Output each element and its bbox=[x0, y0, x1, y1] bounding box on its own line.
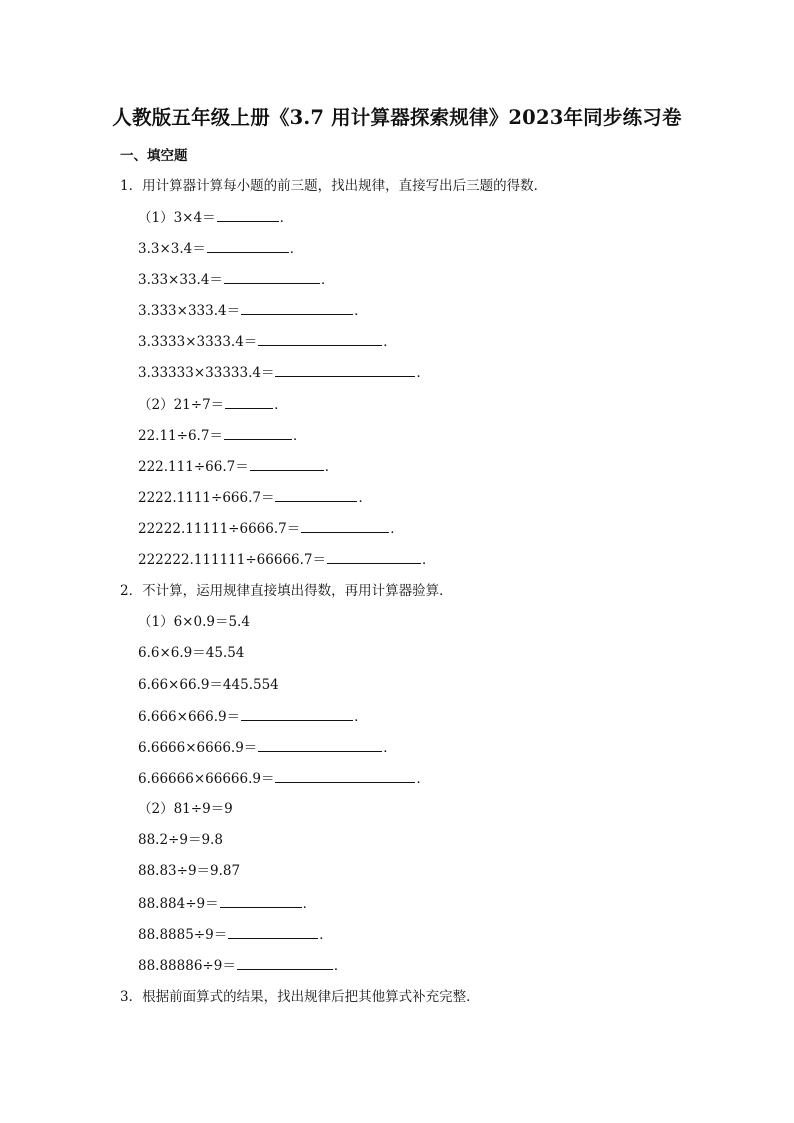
q2-p2-line-4: 88.884÷9＝ ． bbox=[138, 896, 317, 912]
answer-blank[interactable] bbox=[224, 426, 292, 440]
answer-blank[interactable] bbox=[258, 738, 382, 752]
q1-p1-line-5: 3.3333×3333.4＝ ． bbox=[138, 334, 397, 350]
question-3-stem: 3．根据前面算式的结果，找出规律后把其他算式补充完整． bbox=[120, 989, 480, 1005]
answer-blank[interactable] bbox=[275, 769, 415, 783]
q1-p2-line-6: 222222.111111÷66666.7＝ ． bbox=[138, 552, 436, 568]
q2-p2-line-6: 88.88886÷9＝ ． bbox=[138, 958, 348, 974]
answer-blank[interactable] bbox=[301, 519, 389, 533]
answer-blank[interactable] bbox=[258, 332, 382, 346]
q2-p1-line-5: 6.6666×6666.9＝ ． bbox=[138, 740, 397, 756]
q1-p2-line-5: 22222.11111÷6666.7＝ ． bbox=[138, 521, 404, 537]
answer-blank[interactable] bbox=[224, 270, 320, 284]
q1-p2-line-3: 222.111÷66.7＝ ． bbox=[138, 459, 339, 475]
page-title: 人教版五年级上册《3.7 用计算器探索规律》2023年同步练习卷 bbox=[112, 106, 682, 129]
answer-blank[interactable] bbox=[217, 208, 279, 222]
answer-blank[interactable] bbox=[250, 457, 324, 471]
answer-blank[interactable] bbox=[275, 488, 357, 502]
question-1-stem: 1．用计算器计算每小题的前三题，找出规律，直接写出后三题的得数． bbox=[120, 178, 548, 194]
q2-p2-line-1: （2）81÷9＝9 bbox=[138, 801, 233, 817]
answer-blank[interactable] bbox=[228, 925, 318, 939]
q1-p1-line-6: 3.33333×33333.4＝ ． bbox=[138, 365, 430, 381]
q2-p1-line-1: （1）6×0.9＝5.4 bbox=[138, 614, 250, 630]
q2-p1-line-2: 6.6×6.9＝45.54 bbox=[138, 645, 245, 661]
answer-blank[interactable] bbox=[275, 363, 415, 377]
q2-p1-line-4: 6.666×666.9＝ ． bbox=[138, 709, 368, 725]
q1-p2-line-4: 2222.1111÷666.7＝ ． bbox=[138, 490, 372, 506]
q2-p1-line-3: 6.66×66.9＝445.554 bbox=[138, 677, 279, 693]
answer-blank[interactable] bbox=[207, 239, 289, 253]
q1-p1-line-4: 3.333×333.4＝ ． bbox=[138, 303, 368, 319]
q1-p1-line-2: 3.3×3.4＝ ． bbox=[138, 241, 304, 257]
q1-p2-line-2: 22.11÷6.7＝ ． bbox=[138, 428, 307, 444]
q2-p2-line-3: 88.83÷9＝9.87 bbox=[138, 863, 241, 879]
answer-blank[interactable] bbox=[237, 956, 333, 970]
question-2-stem: 2．不计算，运用规律直接填出得数，再用计算器验算． bbox=[120, 583, 453, 599]
answer-blank[interactable] bbox=[241, 301, 353, 315]
answer-blank[interactable] bbox=[220, 894, 302, 908]
q2-p1-line-6: 6.66666×66666.9＝ ． bbox=[138, 771, 430, 787]
q1-p2-line-1: （2）21÷7＝ ． bbox=[138, 397, 288, 413]
answer-blank[interactable] bbox=[327, 550, 421, 564]
section-heading: 一、填空题 bbox=[120, 148, 188, 164]
answer-blank[interactable] bbox=[225, 395, 273, 409]
q2-p2-line-5: 88.8885÷9＝ ． bbox=[138, 927, 333, 943]
q2-p2-line-2: 88.2÷9＝9.8 bbox=[138, 832, 223, 848]
q1-p1-line-3: 3.33×33.4＝ ． bbox=[138, 272, 335, 288]
q1-p1-line-1: （1）3×4＝ ． bbox=[138, 210, 294, 226]
answer-blank[interactable] bbox=[241, 707, 353, 721]
